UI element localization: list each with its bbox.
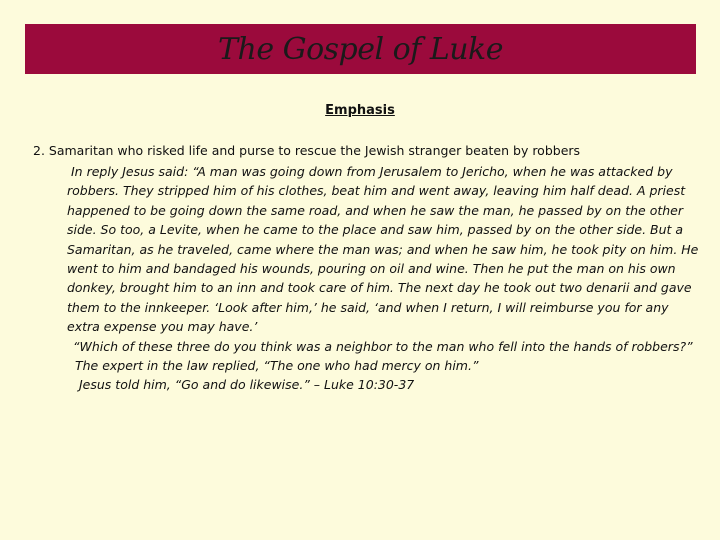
passage-paragraph: Jesus told him, “Go and do likewise.” – Luke 10:30-37 [79,377,415,393]
scripture-passage [67,162,703,395]
passage-paragraph: The expert in the law replied, “The one who had mercy on him.” [75,358,479,374]
passage-paragraph: In reply Jesus said: “A man was going down from Jerusalem to Jericho, when he was attacked by robbers. They stripped him of his clothes, beat him and went away, leaving him half dead. A priest happened to be going down the same road, and when he saw the man, he passed by on the other side. So too, a Levite, when he came to the place and saw him, passed by on the other side. But a Samaritan, as he traveled, came where the man was; and when he saw him, he took pity on him. He went to him and bandaged his wounds, pouring on oil and wine. Then he put the man on his own donkey, brought him to an inn and took care of him. The next day he took out two denarii and gave them to the innkeeper. ‘Look after him,’ he said, ‘and when I return, I will reimburse you for any extra expense you may have.’ [67,164,699,335]
slide-title: The Gospel of Luke [217,31,503,67]
passage-paragraph: “Which of these three do you think was a neighbor to the man who fell into the hands of robbers?” [73,338,693,354]
section-heading: Emphasis [325,103,395,118]
point-text: 2. Samaritan who risked life and purse to rescue the Jewish stranger beaten by robbers [33,143,581,158]
title-bar [25,24,696,74]
